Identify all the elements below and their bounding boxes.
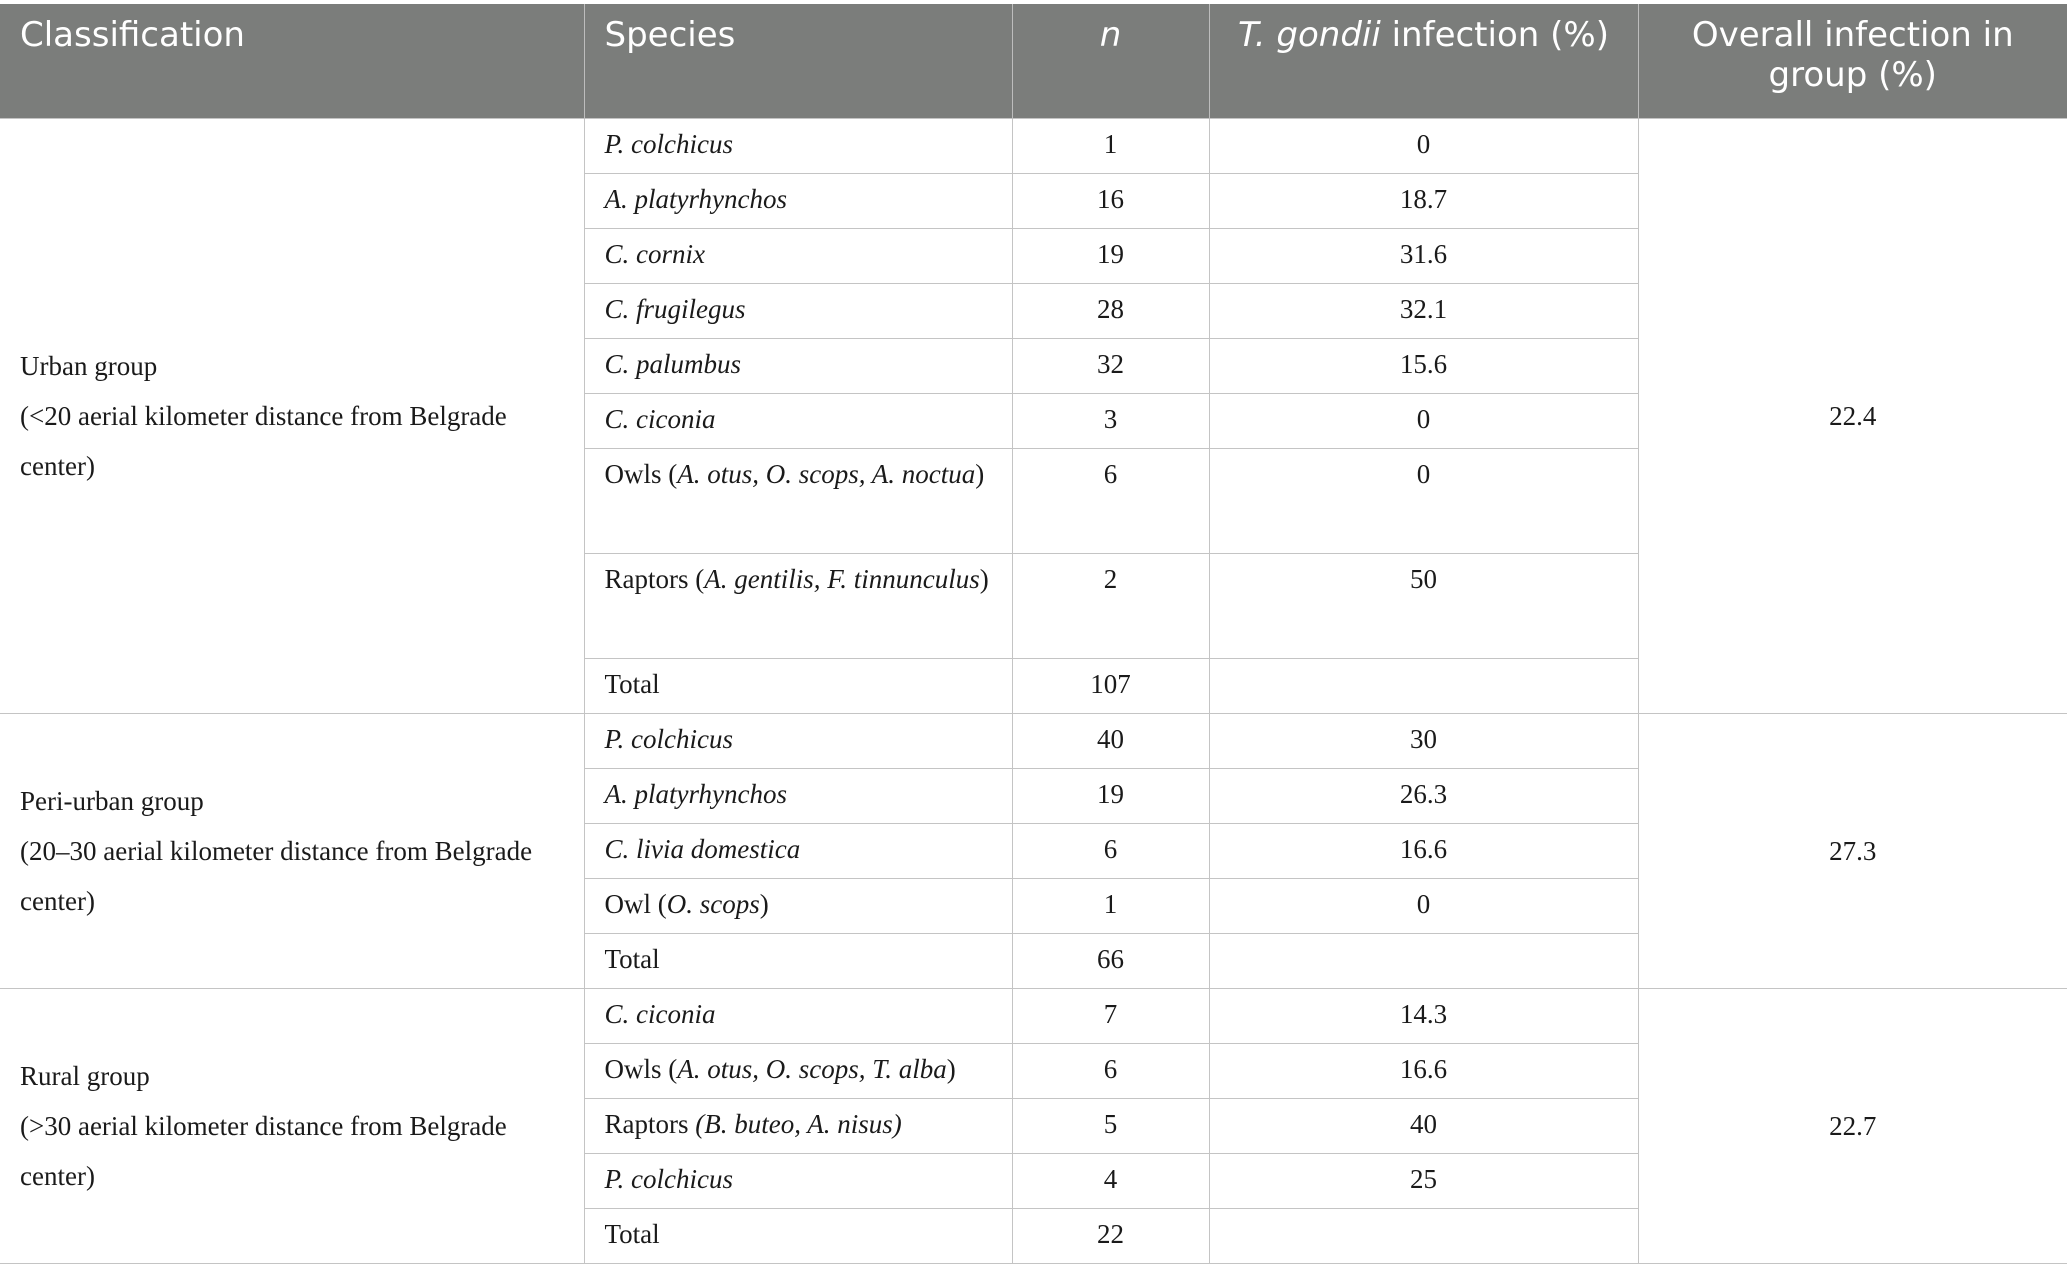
infection-cell: 0 xyxy=(1209,449,1638,554)
header-row xyxy=(0,4,2067,119)
infection-cell: 16.6 xyxy=(1209,824,1638,879)
group-classification xyxy=(0,714,584,989)
species-italic: A. gentilis, F. tinnunculus xyxy=(704,564,980,594)
species-cell xyxy=(584,119,1012,174)
n-cell: 6 xyxy=(1012,449,1209,554)
header-species: Species xyxy=(584,4,1012,119)
species-cell xyxy=(584,229,1012,284)
species-cell xyxy=(584,284,1012,339)
species-italic: C. palumbus xyxy=(604,349,742,379)
species-cell xyxy=(584,554,1012,659)
species-cell xyxy=(584,989,1012,1044)
n-cell: 6 xyxy=(1012,824,1209,879)
infection-cell: 40 xyxy=(1209,1099,1638,1154)
header-classification: Classification xyxy=(0,4,584,119)
species-italic: C. ciconia xyxy=(604,999,716,1029)
species-prefix: Raptors ( xyxy=(604,564,705,594)
infection-cell: 18.7 xyxy=(1209,174,1638,229)
table-row xyxy=(0,714,2067,769)
species-cell xyxy=(584,934,1012,989)
infection-cell: 0 xyxy=(1209,119,1638,174)
infection-cell: 14.3 xyxy=(1209,989,1638,1044)
species-italic: P. colchicus xyxy=(604,724,733,754)
group-description: (<20 aerial kilometer distance from Belgrade center) xyxy=(20,401,507,481)
group-description: (20–30 aerial kilometer distance from Belgrade center) xyxy=(20,836,533,916)
species-prefix: Raptors xyxy=(604,1109,696,1139)
n-cell: 7 xyxy=(1012,989,1209,1044)
header-infection: T. gondii infection (%) xyxy=(1209,4,1638,119)
infection-cell xyxy=(1209,1209,1638,1264)
species-suffix: ) xyxy=(946,1054,956,1084)
n-cell: 16 xyxy=(1012,174,1209,229)
species-italic: (B. buteo, A. nisus) xyxy=(695,1109,902,1139)
infection-table xyxy=(0,4,2067,1264)
group-label: Rural group xyxy=(20,1061,150,1091)
species-suffix: ) xyxy=(979,564,989,594)
species-italic: C. frugilegus xyxy=(604,294,746,324)
species-cell xyxy=(584,174,1012,229)
n-cell: 6 xyxy=(1012,1044,1209,1099)
n-cell: 66 xyxy=(1012,934,1209,989)
n-cell: 1 xyxy=(1012,119,1209,174)
infection-cell: 0 xyxy=(1209,879,1638,934)
species-prefix: Total xyxy=(604,944,660,974)
species-cell xyxy=(584,1209,1012,1264)
species-cell xyxy=(584,1099,1012,1154)
overall-infection-cell: 22.4 xyxy=(1638,119,2067,714)
species-cell xyxy=(584,879,1012,934)
n-cell: 1 xyxy=(1012,879,1209,934)
infection-cell: 50 xyxy=(1209,554,1638,659)
n-cell: 19 xyxy=(1012,229,1209,284)
n-cell: 4 xyxy=(1012,1154,1209,1209)
infection-cell xyxy=(1209,934,1638,989)
n-cell: 2 xyxy=(1012,554,1209,659)
species-cell xyxy=(584,824,1012,879)
n-cell: 5 xyxy=(1012,1099,1209,1154)
table-body xyxy=(0,119,2067,1264)
infection-cell: 25 xyxy=(1209,1154,1638,1209)
species-italic: A. platyrhynchos xyxy=(604,184,787,214)
infection-cell: 0 xyxy=(1209,394,1638,449)
n-cell: 3 xyxy=(1012,394,1209,449)
species-italic: C. ciconia xyxy=(604,404,716,434)
species-cell xyxy=(584,1044,1012,1099)
species-italic: P. colchicus xyxy=(604,129,733,159)
infection-cell: 26.3 xyxy=(1209,769,1638,824)
n-cell: 22 xyxy=(1012,1209,1209,1264)
species-cell xyxy=(584,449,1012,554)
species-prefix: Total xyxy=(604,1219,660,1249)
species-cell xyxy=(584,659,1012,714)
n-cell: 32 xyxy=(1012,339,1209,394)
species-prefix: Owls ( xyxy=(604,1054,678,1084)
overall-infection-cell: 27.3 xyxy=(1638,714,2067,989)
species-italic: C. cornix xyxy=(604,239,705,269)
species-italic: O. scops xyxy=(666,889,760,919)
header-n: n xyxy=(1012,4,1209,119)
table-row xyxy=(0,119,2067,174)
n-cell: 19 xyxy=(1012,769,1209,824)
infection-cell: 16.6 xyxy=(1209,1044,1638,1099)
species-suffix: ) xyxy=(759,889,769,919)
species-prefix: Total xyxy=(604,669,660,699)
species-italic: C. livia domestica xyxy=(604,834,801,864)
species-italic: A. otus, O. scops, T. alba xyxy=(677,1054,947,1084)
species-cell xyxy=(584,714,1012,769)
species-prefix: Owls ( xyxy=(604,459,678,489)
species-cell xyxy=(584,1154,1012,1209)
infection-cell: 15.6 xyxy=(1209,339,1638,394)
species-italic: A. platyrhynchos xyxy=(604,779,787,809)
group-label: Peri-urban group xyxy=(20,786,204,816)
species-cell xyxy=(584,394,1012,449)
infection-cell: 30 xyxy=(1209,714,1638,769)
n-cell: 28 xyxy=(1012,284,1209,339)
group-label: Urban group xyxy=(20,351,158,381)
overall-infection-cell: 22.7 xyxy=(1638,989,2067,1264)
species-prefix: Owl ( xyxy=(604,889,667,919)
species-italic: A. otus, O. scops, A. noctua xyxy=(677,459,976,489)
species-cell xyxy=(584,339,1012,394)
infection-cell: 31.6 xyxy=(1209,229,1638,284)
n-cell: 107 xyxy=(1012,659,1209,714)
group-classification xyxy=(0,119,584,714)
species-cell xyxy=(584,769,1012,824)
group-classification xyxy=(0,989,584,1264)
n-cell: 40 xyxy=(1012,714,1209,769)
table-row xyxy=(0,989,2067,1044)
species-suffix: ) xyxy=(975,459,985,489)
header-overall: Overall infection in group (%) xyxy=(1638,4,2067,119)
group-description: (>30 aerial kilometer distance from Belgrade center) xyxy=(20,1111,507,1191)
infection-cell: 32.1 xyxy=(1209,284,1638,339)
species-italic: P. colchicus xyxy=(604,1164,733,1194)
infection-cell xyxy=(1209,659,1638,714)
